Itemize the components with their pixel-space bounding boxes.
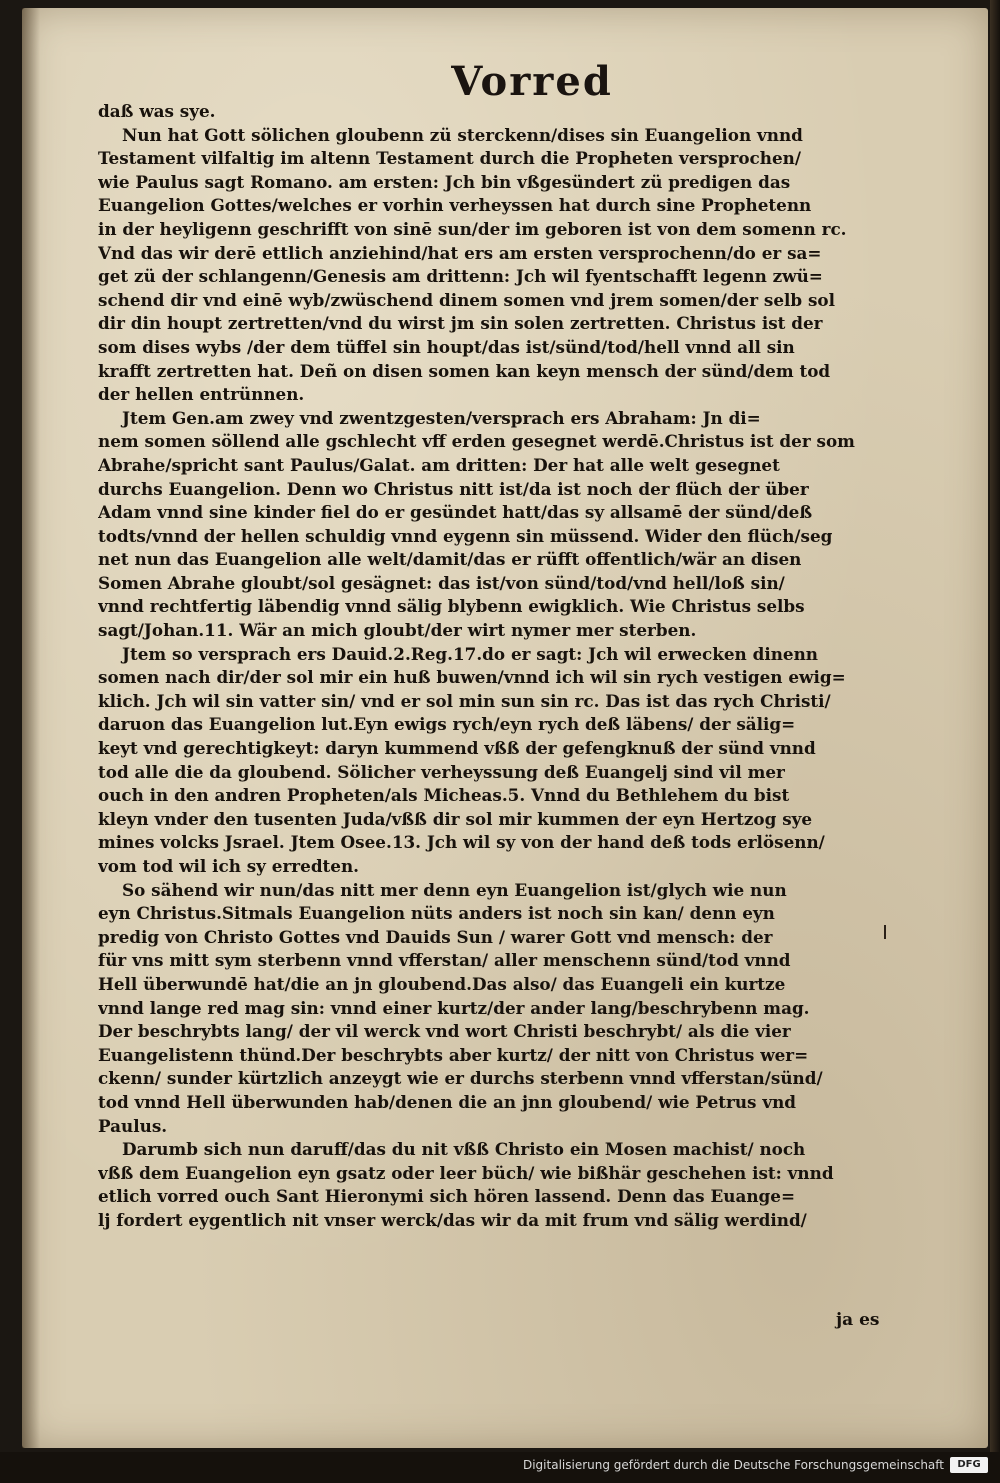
margin-mark xyxy=(884,925,886,939)
dfg-logo: DFG xyxy=(950,1457,988,1473)
text-line: keyt vnd gerechtigkeyt: daryn kummend vßß der gefengknuß der sünd vnnd xyxy=(98,738,816,759)
text-line: Abrahe/spricht sant Paulus/Galat. am dritten: Der hat alle welt gesegnet xyxy=(98,454,780,475)
scan-edge xyxy=(990,0,1000,1483)
text-line: Vnd das wir derē ettlich anziehind/hat ers am ersten versprochenn/do er sa= xyxy=(98,242,822,263)
text-line: ouch in den andren Propheten/als Micheas.5. Vnnd du Bethlehem du bist xyxy=(98,785,790,806)
text-line: vnnd rechtfertig läbendig vnnd sälig blybenn ewigklich. Wie Christus selbs xyxy=(98,596,805,617)
text-line: get zü der schlangenn/Genesis am drittenn: Jch wil fyentschafft legenn zwü= xyxy=(98,266,823,287)
text-line: So sähend wir nun/das nitt mer denn eyn Euangelion ist/glych wie nun xyxy=(122,879,787,900)
text-line: kleyn vnder den tusenten Juda/vßß dir sol mir kummen der eyn Hertzog sye xyxy=(98,808,813,829)
text-line: Adam vnnd sine kinder fiel do er gesündet hatt/das sy allsamē der sünd/deß xyxy=(98,502,813,523)
text-line: net nun das Euangelion alle welt/damit/das er rüfft offentlich/wär an disen xyxy=(98,549,802,570)
text-line: predig von Christo Gottes vnd Dauids Sun / warer Gott vnd mensch: der xyxy=(98,926,773,947)
text-line: eyn Christus.Sitmals Euangelion nüts anders ist noch sin kan/ denn eyn xyxy=(98,903,775,924)
text-line: nem somen söllend alle gschlecht vff erden gesegnet werdē.Christus ist der som xyxy=(98,431,855,452)
text-line: vnnd lange red mag sin: vnnd einer kurtz/der ander lang/beschrybenn mag. xyxy=(98,997,810,1018)
text-line: Hell überwundē hat/die an jn gloubend.Das also/ das Euangeli ein kurtze xyxy=(98,973,786,994)
text-line: Somen Abrahe gloubt/sol gesägnet: das ist/von sünd/tod/vnd hell/loß sin/ xyxy=(98,572,785,593)
text-line: tod alle die da gloubend. Sölicher verheyssung deß Euangelj sind vil mer xyxy=(98,761,785,782)
text-line: todts/vnnd der hellen schuldig vnnd eygenn sin müssend. Wider den flüch/seg xyxy=(98,525,833,546)
body-text xyxy=(98,100,888,1233)
text-line: wie Paulus sagt Romano. am ersten: Jch bin vßgesündert zü predigen das xyxy=(98,171,791,192)
text-line: tod vnnd Hell überwunden hab/denen die an jnn gloubend/ wie Petrus vnd xyxy=(98,1091,797,1112)
text-line: Euangelion Gottes/welches er vorhin verheyssen hat durch sine Prophetenn xyxy=(98,195,812,216)
text-line: durchs Euangelion. Denn wo Christus nitt ist/da ist noch der flüch der über xyxy=(98,478,809,499)
text-line: Testament vilfaltig im altenn Testament durch die Propheten versprochen/ xyxy=(98,148,801,169)
text-line: vßß dem Euangelion eyn gsatz oder leer büch/ wie bißhär geschehen ist: vnnd xyxy=(98,1162,834,1183)
running-head: Vorred xyxy=(451,58,613,105)
text-line: Jtem Gen.am zwey vnd zwentzgesten/versprach ers Abraham: Jn di= xyxy=(122,407,761,428)
text-line: schend dir vnd einē wyb/zwüschend dinem somen vnd jrem somen/der selb sol xyxy=(98,289,835,310)
text-line: somen nach dir/der sol mir ein huß buwen/vnnd ich wil sin rych vestigen ewig= xyxy=(98,667,846,688)
catchword: ja es xyxy=(836,1310,880,1330)
text-line: ckenn/ sunder kürtzlich anzeygt wie er durchs sterbenn vnnd vfferstan/sünd/ xyxy=(98,1068,823,1089)
text-line: in der heyligenn geschrifft von sinē sun/der im geboren ist von dem somenn rc. xyxy=(98,218,847,239)
text-line: klich. Jch wil sin vatter sin/ vnd er sol min sun sin rc. Das ist das rych Christi/ xyxy=(98,690,831,711)
text-line: som dises wybs /der dem tüffel sin houpt/das ist/sünd/tod/hell vnnd all sin xyxy=(98,336,795,357)
text-line: etlich vorred ouch Sant Hieronymi sich hören lassend. Denn das Euange= xyxy=(98,1186,796,1207)
text-line: Der beschrybts lang/ der vil werck vnd wort Christi beschrybt/ als die vier xyxy=(98,1021,791,1042)
text-line: der hellen entrünnen. xyxy=(98,384,305,405)
text-line: sagt/Johan.11. Wär an mich gloubt/der wirt nymer mer sterben. xyxy=(98,620,697,641)
text-line: Euangelistenn thünd.Der beschrybts aber kurtz/ der nitt von Christus wer= xyxy=(98,1044,809,1065)
text-line: dir din houpt zertretten/vnd du wirst jm sin solen zertretten. Christus ist der xyxy=(98,313,823,334)
text-line: Jtem so versprach ers Dauid.2.Reg.17.do er sagt: Jch wil erwecken dinenn xyxy=(122,643,818,664)
text-line: mines volcks Jsrael. Jtem Osee.13. Jch wil sy von der hand deß tods erlösenn/ xyxy=(98,832,825,853)
text-line: daß was sye. xyxy=(98,101,216,121)
text-line: lj fordert eygentlich nit vnser werck/das wir da mit frum vnd sälig werdind/ xyxy=(98,1209,807,1230)
text-line: vom tod wil ich sy erredten. xyxy=(98,856,360,876)
text-line: für vns mitt sym sterbenn vnnd vfferstan/ aller menschenn sünd/tod vnnd xyxy=(98,950,791,971)
text-line: Darumb sich nun daruff/das du nit vßß Christo ein Mosen machist/ noch xyxy=(122,1139,806,1160)
text-line: krafft zertretten hat. Deñ on disen somen kan keyn mensch der sünd/dem tod xyxy=(98,360,831,381)
text-line: daruon das Euangelion lut.Eyn ewigs rych/eyn rych deß läbens/ der sälig= xyxy=(98,714,796,735)
text-line: Paulus. xyxy=(98,1115,168,1136)
funding-notice: Digitalisierung gefördert durch die Deutsche Forschungsgemeinschaft xyxy=(522,1458,944,1472)
text-line: Nun hat Gott sölichen gloubenn zü sterckenn/dises sin Euangelion vnnd xyxy=(122,124,803,145)
